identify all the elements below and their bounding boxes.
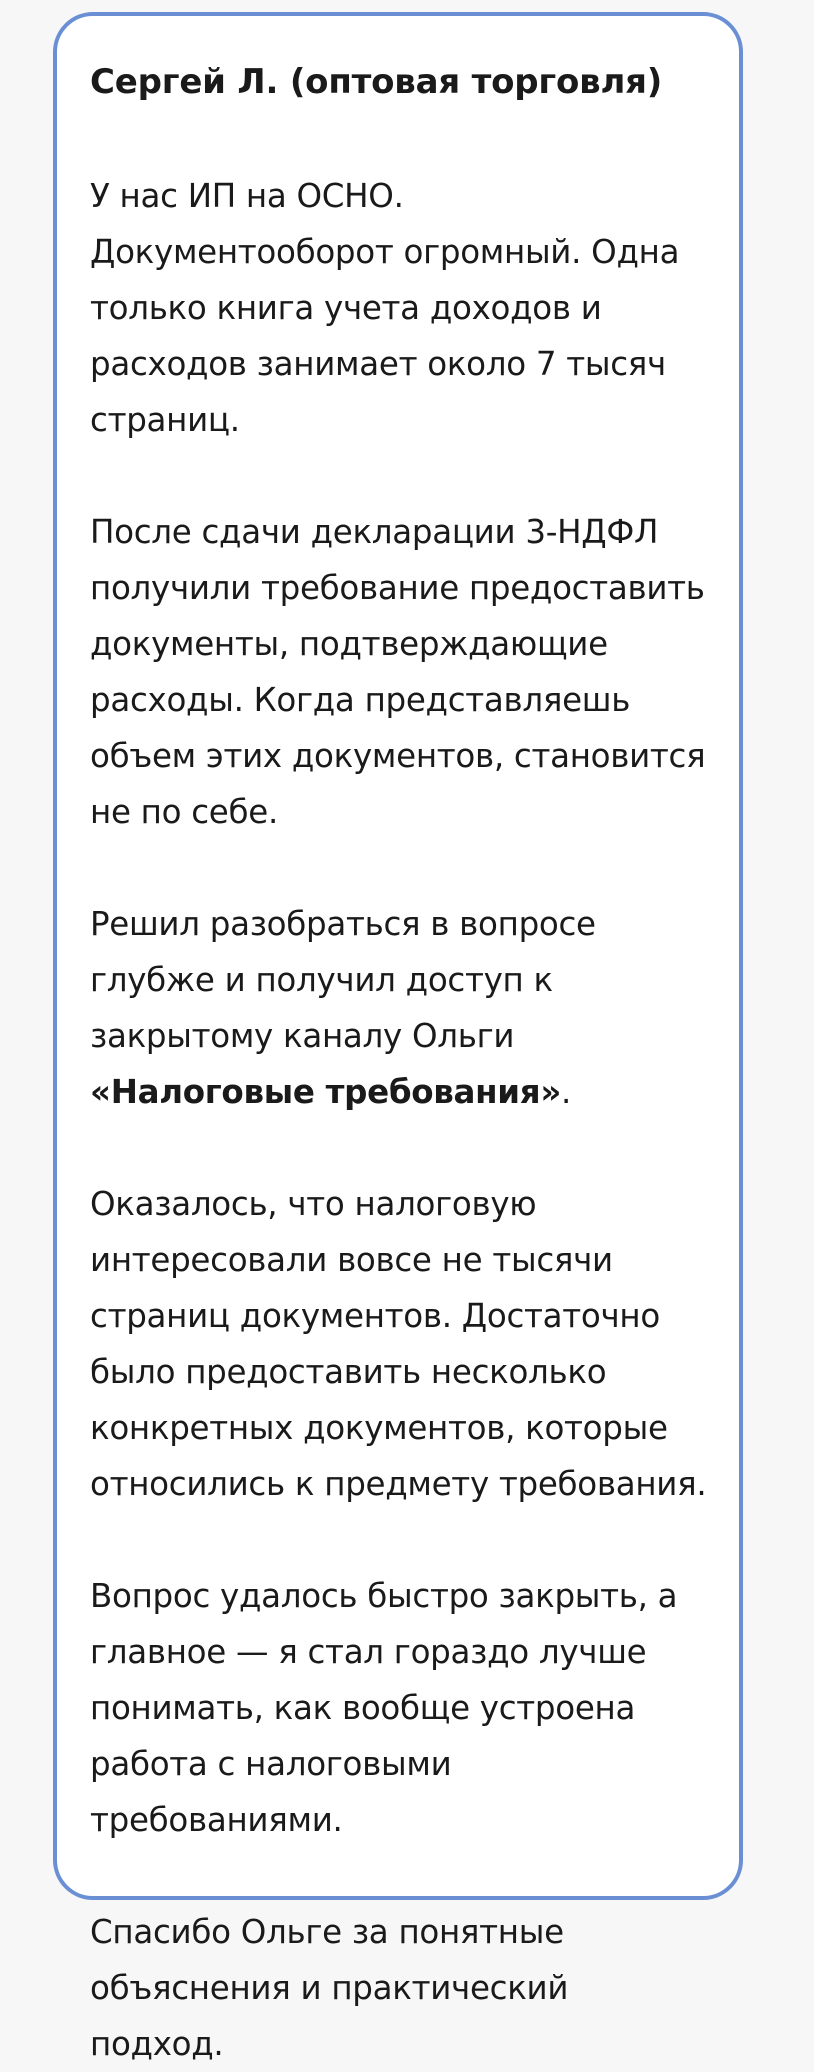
review-card <box>53 12 743 2063</box>
review-paragraph: Вопрос удалось быстро закрыть, а главное — я стал гораздо лучше понимать, как вообще устроена работа с налоговыми требованиями. <box>90 1577 678 1839</box>
review-paragraph-text: Решил разобраться в вопросе глубже и получил доступ к закрытому каналу Ольги <box>90 905 596 1055</box>
review-paragraph <box>90 896 709 1120</box>
review-paragraph: Спасибо Ольге за понятные объяснения и практический подход. <box>90 1913 569 2063</box>
review-paragraph: После сдачи декларации 3-НДФЛ получили требование предоставить документы, подтверждающие расходы. Когда представляешь объем этих документов, становится не по себе. <box>90 513 706 831</box>
review-paragraph-text: . <box>561 1073 572 1111</box>
review-paragraph: У нас ИП на ОСНО. Документооборот огромный. Одна только книга учета доходов и расходов занимает около 7 тысяч страниц. <box>90 177 680 439</box>
review-paragraph: Оказалось, что налоговую интересовали вовсе не тысячи страниц документов. Достаточно было предоставить несколько конкретных документов, которые относились к предмету требования. <box>90 1185 707 1503</box>
channel-name: «Налоговые требования» <box>90 1073 562 1111</box>
review-author: Сергей Л. (оптовая торговля) <box>90 62 663 102</box>
